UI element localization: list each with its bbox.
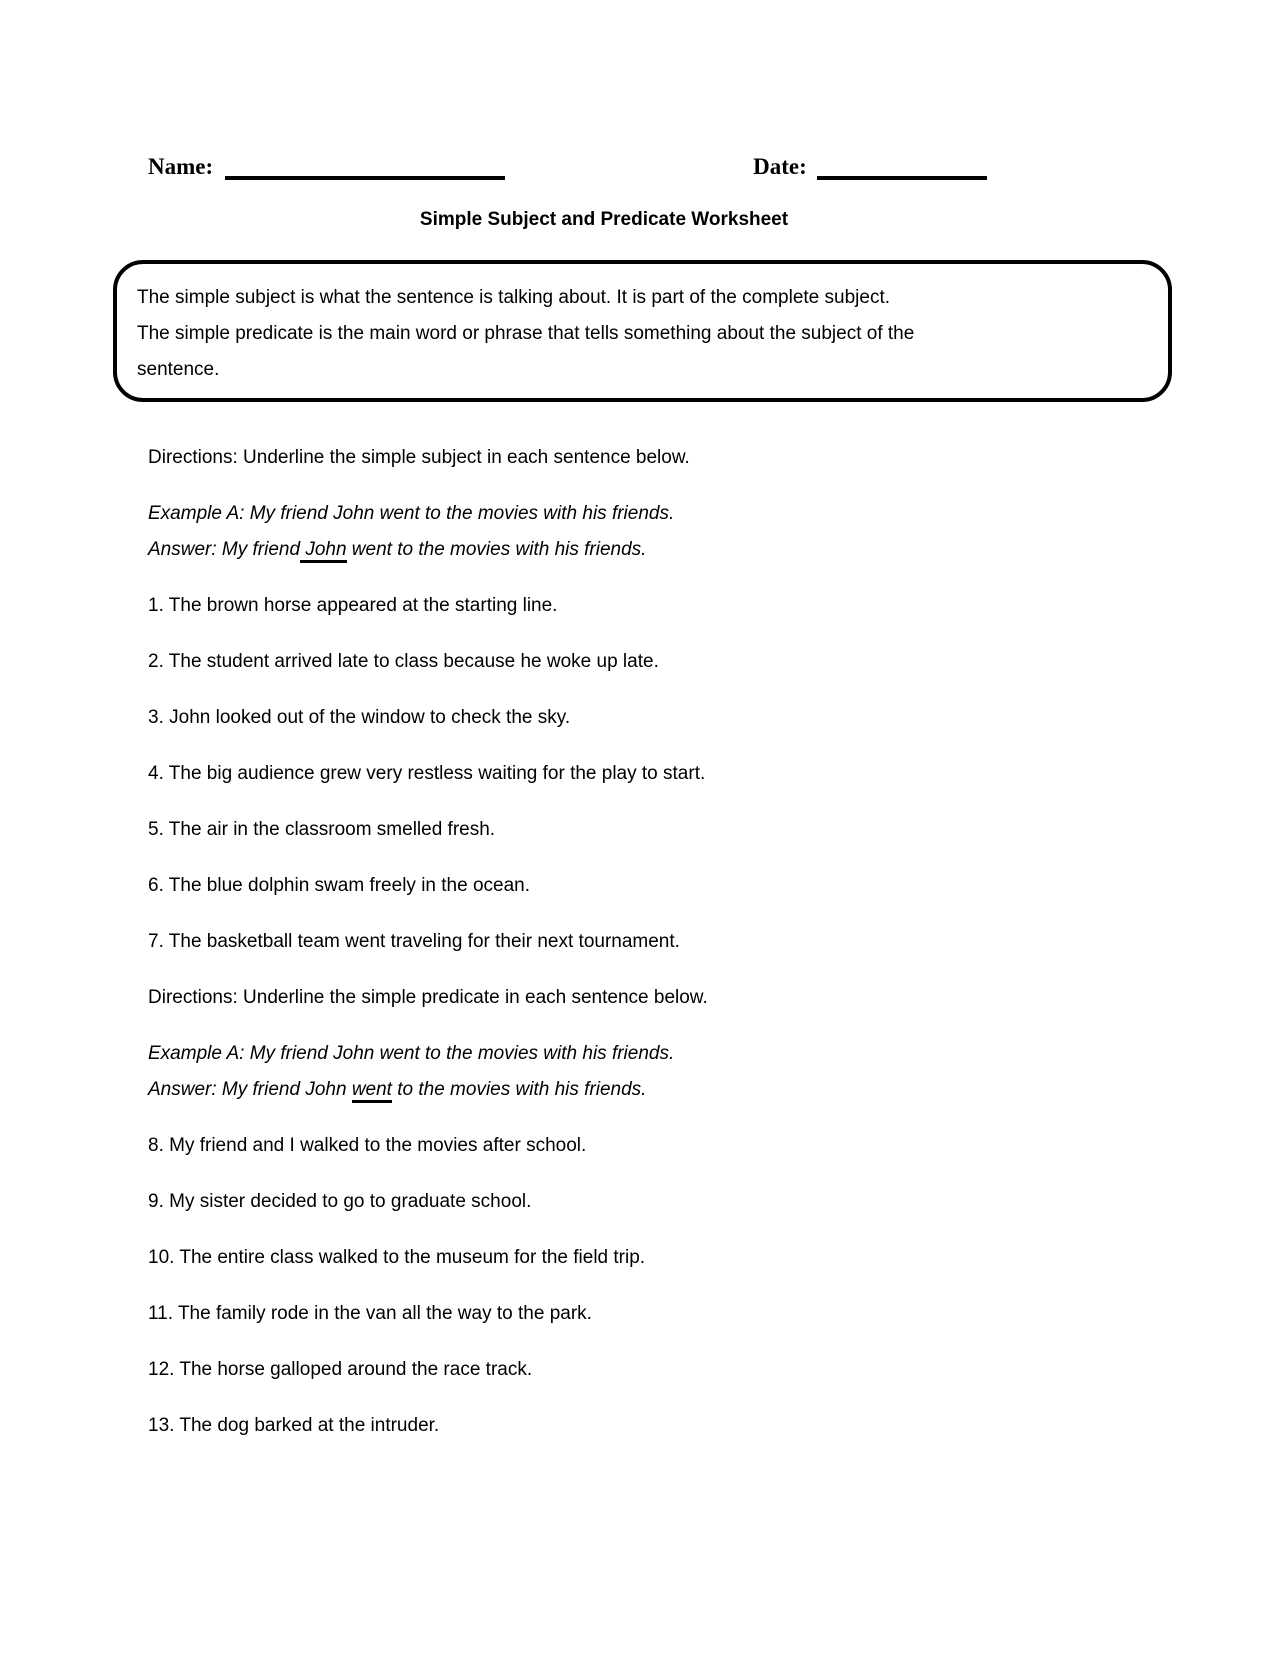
sentence-item-5: 5. The air in the classroom smelled fresh. xyxy=(148,819,496,840)
sentence-item-10: 10. The entire class walked to the museum for the field trip. xyxy=(148,1247,646,1268)
definition-line-2: The simple predicate is the main word or phrase that tells something about the subject of the xyxy=(137,323,915,344)
definition-box xyxy=(113,260,1172,402)
definition-line-1: The simple subject is what the sentence is talking about. It is part of the complete subject. xyxy=(137,287,891,308)
sentence-item-9: 9. My sister decided to go to graduate school. xyxy=(148,1191,532,1212)
sentence-item-12: 12. The horse galloped around the race track. xyxy=(148,1359,533,1380)
subject-answer-line xyxy=(148,532,1175,568)
predicate-example-block xyxy=(148,1036,1175,1108)
subject-example-line: Example A: My friend John went to the movies with his friends. xyxy=(148,503,675,524)
page-title: Simple Subject and Predicate Worksheet xyxy=(419,209,789,230)
sentence-item-13: 13. The dog barked at the intruder. xyxy=(148,1415,440,1436)
sentence-item-4: 4. The big audience grew very restless waiting for the play to start. xyxy=(148,763,706,784)
sentence-item-7: 7. The basketball team went traveling for their next tournament. xyxy=(148,931,680,952)
subject-answer-prefix: Answer: My friend xyxy=(148,539,301,560)
predicate-directions: Directions: Underline the simple predicate in each sentence below. xyxy=(148,987,708,1008)
predicate-example-line: Example A: My friend John went to the movies with his friends. xyxy=(148,1043,675,1064)
sentence-item-3: 3. John looked out of the window to check the sky. xyxy=(148,707,571,728)
date-label: Date: xyxy=(753,154,807,179)
definition-line-3: sentence. xyxy=(137,359,220,380)
predicate-answer-prefix: Answer: My friend John xyxy=(148,1079,352,1100)
sentence-item-1: 1. The brown horse appeared at the starting line. xyxy=(148,595,558,616)
predicate-answer-underlined-word: went xyxy=(352,1079,392,1103)
subject-example-block xyxy=(148,496,1175,568)
header xyxy=(148,152,1175,180)
subject-answer-suffix: went to the movies with his friends. xyxy=(346,539,647,560)
subject-answer-underlined-word: John xyxy=(300,539,346,563)
worksheet-body xyxy=(148,440,1175,1444)
name-blank-line xyxy=(225,152,505,180)
sentence-item-11: 11. The family rode in the van all the way to the park. xyxy=(148,1303,592,1324)
date-blank-line xyxy=(817,152,987,180)
sentence-item-8: 8. My friend and I walked to the movies after school. xyxy=(148,1135,587,1156)
subject-directions: Directions: Underline the simple subject in each sentence below. xyxy=(148,447,690,468)
name-field xyxy=(148,152,505,180)
name-label: Name: xyxy=(148,154,214,179)
sentence-item-2: 2. The student arrived late to class because he woke up late. xyxy=(148,651,659,672)
sentence-item-6: 6. The blue dolphin swam freely in the ocean. xyxy=(148,875,530,896)
predicate-answer-line xyxy=(148,1072,1175,1108)
predicate-answer-suffix: to the movies with his friends. xyxy=(391,1079,647,1100)
date-field xyxy=(753,152,987,180)
